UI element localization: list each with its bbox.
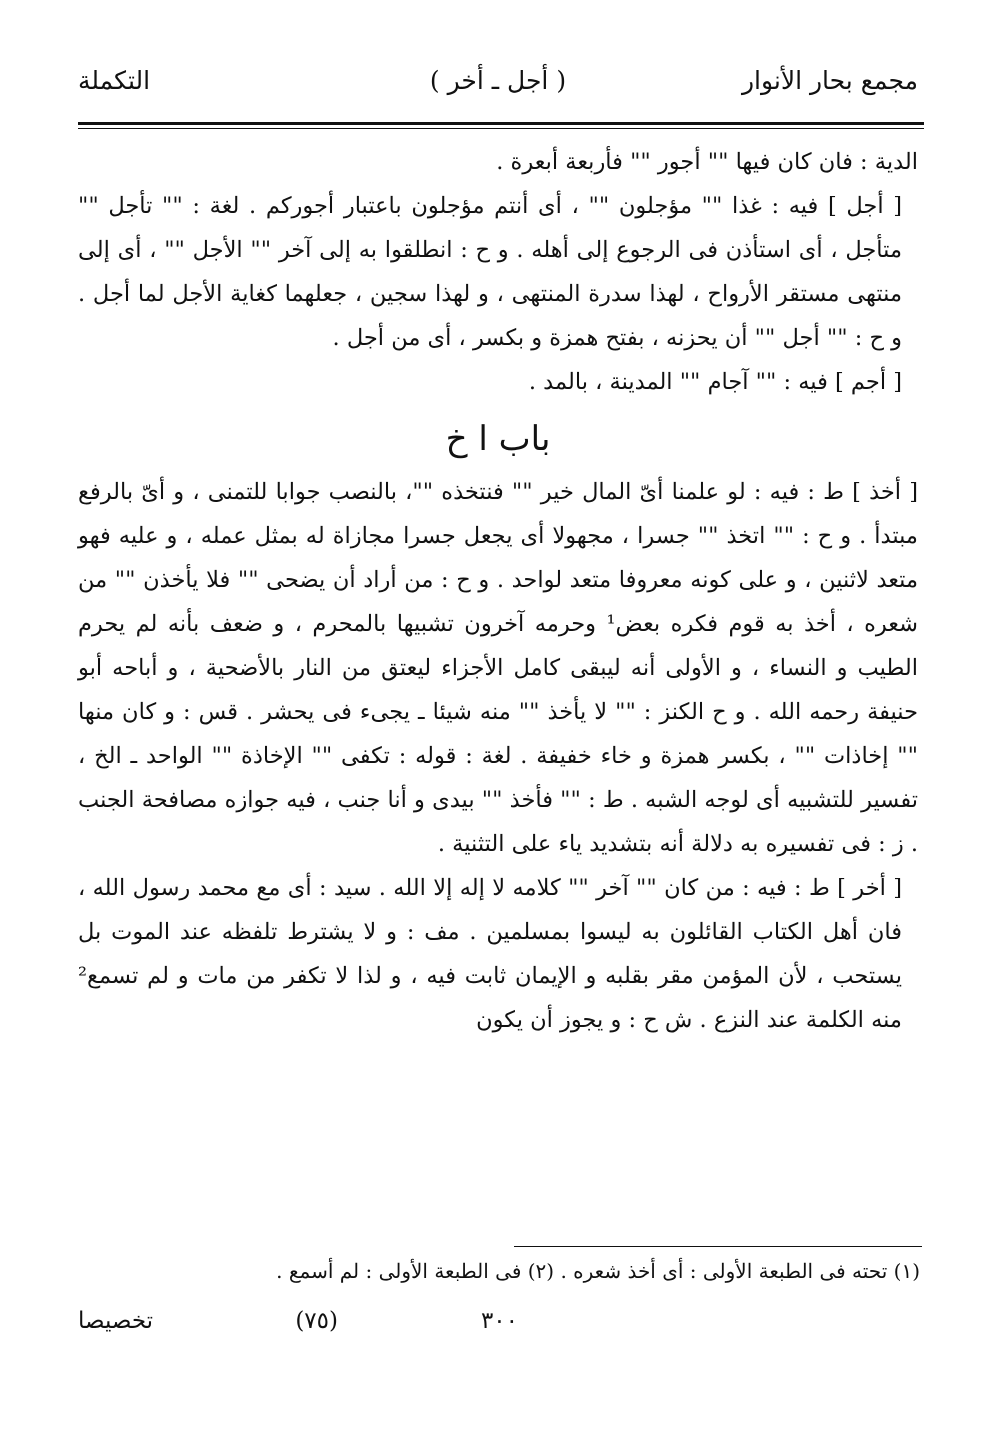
header-rule-thin [78,128,924,129]
entry-akhadha: [ أخذ ] ط : فيه : لو علمنا أىّ المال خير "" فنتخذه ""، بالنصب جوابا للتمنى ، و أىّ بالرفع مبتدأ . و ح : "" اتخذ "" جسرا ، مجهولا أى يجعل جسرا مجازاة له بمثل عمله ، و عليه فهو متعد لاثنين ، و على كونه معروفا متعد لواحد . و ح : من أراد أن يضحى "" فلا يأخذن "" من شعره ، أخذ به قوم فكره بعض¹ وحرمه آخرون تشبيها بالمحرم ، و ضعف بأنه لم يحرم الطيب و النساء ، و الأولى أنه ليبقى كامل الأجزاء ليعتق من النار بالأضحية ، و أباحه أبو حنيفة رحمه الله . و ح الكنز : "" لا يأخذ "" منه شيئا ـ يجىء فى يحشر . قس : و كان منها "" إخاذات "" ، بكسر همزة و خاء خفيفة . لغة : قوله : تكفى "" الإخاذة "" الواحد ـ الخ ، تفسير للتشبيه أى لوجه الشبه . ط : "" فأخذ "" بيدى و أنا جنب ، فيه جوازه مصافحة الجنب . ز : فى تفسيره به دلالة أنه بتشديد ياء على التثنية . [78,479,918,857]
page-number: ٣٠٠ [480,1308,518,1334]
running-header [78,62,918,106]
page-footer [78,1308,918,1348]
header-rule-thick [78,122,924,125]
chapter-heading: باب ا خ [445,419,551,459]
paragraph-diya: الدية : فان كان فيها "" أجور "" فأربعة أبعرة . [496,149,918,175]
entry-akhar: [ أخر ] ط : فيه : من كان "" آخر "" كلامه لا إله إلا الله . سيد : أى مع محمد رسول الله ، فان أهل الكتاب القائلون به ليسوا بمسلمين . مف : و لا يشترط تلفظه عند الموت بل يستحب ، لأن المؤمن مقر بقلبه و الإيمان ثابت فيه ، و لذا لا تكفر من مات و لم تسمع² منه الكلمة عند النزع . ش ح : و يجوز أن يكون [78,875,902,1033]
catchword: تخصيصا [78,1308,154,1334]
entry-ajam: [ أجم ] فيه : "" آجام "" المدينة ، بالمد . [528,369,902,395]
footnotes: (١) تحته فى الطبعة الأولى : أى أخذ شعره . (٢) فى الطبعة الأولى : لم أسمع . [276,1259,920,1283]
main-text [78,140,918,1042]
footnote-rule [514,1246,922,1247]
entry-ajal: [ أجل ] فيه : غذا "" مؤجلون "" ، أى أنتم مؤجلون باعتبار أجوركم . لغة : "" تأجل "" متأجل ، أى استأذن فى الرجوع إلى أهله . و ح : انطلقوا به إلى آخر "" الأجل "" ، أى إلى منتهى مستقر الأرواح ، لهذا سدرة المنتهى ، و لهذا سجين ، جعلهما كغاية الأجل لما أجل . و ح : "" أجل "" أن يحزنه ، بفتح همزة و بكسر ، أى من أجل . [78,193,902,351]
entry-range: ( أجل ـ أخر ) [429,66,567,95]
signature-mark: (٧٥) [295,1308,338,1334]
book-title: مجمع بحار الأنوار [741,66,918,95]
section-name: التكملة [78,66,151,95]
